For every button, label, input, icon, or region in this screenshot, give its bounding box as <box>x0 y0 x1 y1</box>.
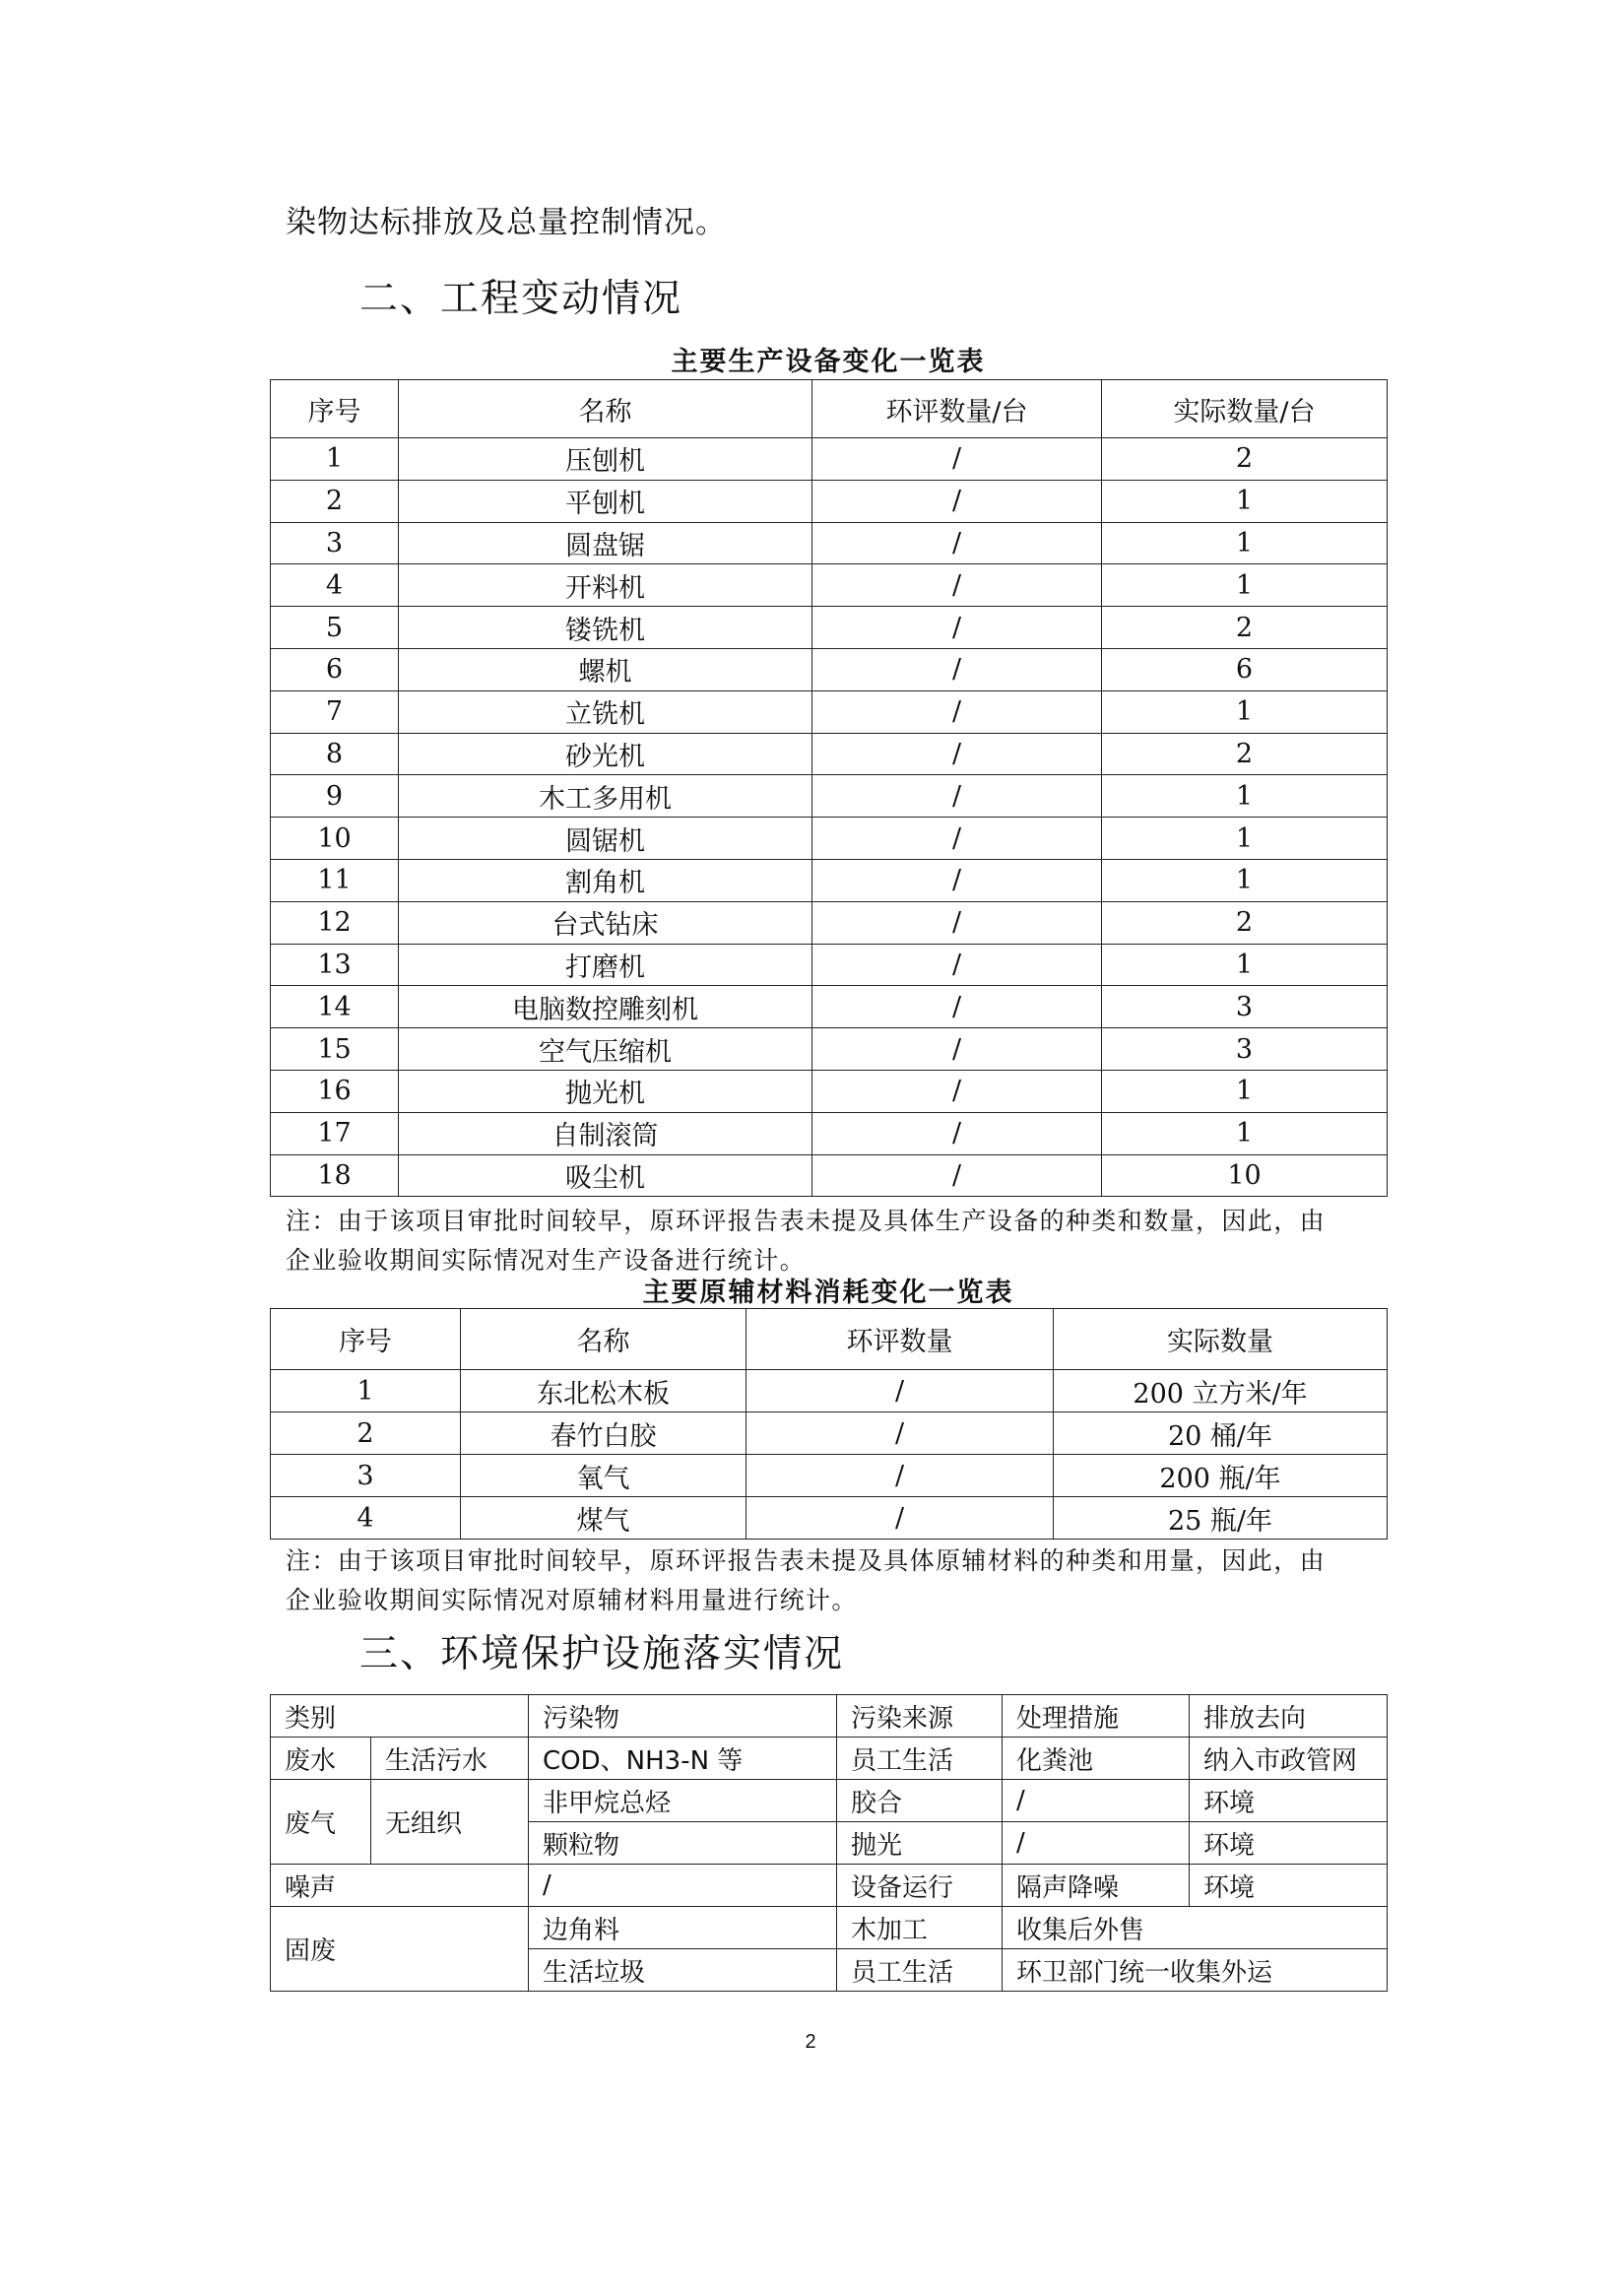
name-cell: 台式钻床 <box>399 901 812 944</box>
section-3-heading: 三、环境保护设施落实情况 <box>359 1632 845 1676</box>
actual-quantity-cell: 10 <box>1102 1154 1388 1197</box>
source-cell: 员工生活 <box>837 1949 1003 1992</box>
actual-quantity-cell: 3 <box>1102 1028 1388 1071</box>
assessed-quantity-cell: / <box>812 1154 1102 1197</box>
header-cell: 实际数量/台 <box>1102 380 1388 438</box>
table-row <box>271 1112 1388 1154</box>
pollutant-cell: 非甲烷总烃 <box>529 1780 837 1822</box>
table-header-row <box>271 380 1388 438</box>
header-cell: 污染来源 <box>837 1695 1003 1738</box>
pollutant-cell: 边角料 <box>529 1907 837 1949</box>
actual-quantity-cell: 1 <box>1102 818 1388 860</box>
assessed-quantity-cell: / <box>746 1370 1054 1412</box>
assessed-quantity-cell: / <box>812 775 1102 818</box>
table-row <box>271 480 1388 522</box>
name-cell: 打磨机 <box>399 944 812 986</box>
assessed-quantity-cell: / <box>812 480 1102 522</box>
index-cell: 1 <box>271 1370 461 1412</box>
assessed-quantity-cell: / <box>812 1070 1102 1112</box>
destination-cell: 纳入市政管网 <box>1190 1738 1388 1780</box>
name-cell: 抛光机 <box>399 1070 812 1112</box>
pollutant-cell: / <box>529 1865 837 1907</box>
table-row <box>271 1455 1388 1497</box>
header-cell: 污染物 <box>529 1695 837 1738</box>
actual-quantity-cell: 6 <box>1102 648 1388 690</box>
note-line: 注：由于该项目审批时间较早，原环评报告表未提及具体生产设备的种类和数量，因此，由 <box>286 1207 1327 1235</box>
index-cell: 12 <box>271 901 399 944</box>
actual-quantity-cell: 2 <box>1102 607 1388 649</box>
actual-quantity-cell: 2 <box>1102 438 1388 481</box>
index-cell: 4 <box>271 564 399 607</box>
header-cell: 环评数量 <box>746 1309 1054 1370</box>
header-cell: 处理措施 <box>1003 1695 1190 1738</box>
name-cell: 圆盘锯 <box>399 522 812 564</box>
section-2-heading: 二、工程变动情况 <box>359 277 683 321</box>
assessed-quantity-cell: / <box>812 1028 1102 1071</box>
actual-quantity-cell: 1 <box>1102 480 1388 522</box>
index-cell: 11 <box>271 859 399 901</box>
index-cell: 1 <box>271 438 399 481</box>
header-cell: 序号 <box>271 380 399 438</box>
actual-quantity-cell: 1 <box>1102 522 1388 564</box>
name-cell: 东北松木板 <box>461 1370 746 1412</box>
table-row <box>271 1907 1388 1949</box>
name-cell: 电脑数控雕刻机 <box>399 986 812 1028</box>
name-cell: 圆锯机 <box>399 818 812 860</box>
table-row <box>271 733 1388 775</box>
table-row <box>271 1370 1388 1412</box>
actual-quantity-cell: 200 立方米/年 <box>1054 1370 1388 1412</box>
treatment-cell: 化粪池 <box>1003 1738 1190 1780</box>
category-cell: 废水 <box>271 1738 371 1780</box>
index-cell: 2 <box>271 480 399 522</box>
name-cell: 开料机 <box>399 564 812 607</box>
actual-quantity-cell: 1 <box>1102 944 1388 986</box>
materials-table-body <box>271 1370 1388 1540</box>
actual-quantity-cell: 200 瓶/年 <box>1054 1455 1388 1497</box>
pollutant-cell: COD、NH3-N 等 <box>529 1738 837 1780</box>
name-cell: 木工多用机 <box>399 775 812 818</box>
destination-cell: 环境 <box>1190 1822 1388 1865</box>
table-row <box>271 986 1388 1028</box>
source-cell: 员工生活 <box>837 1738 1003 1780</box>
index-cell: 9 <box>271 775 399 818</box>
index-cell: 10 <box>271 818 399 860</box>
index-cell: 16 <box>271 1070 399 1112</box>
name-cell: 螺机 <box>399 648 812 690</box>
actual-quantity-cell: 2 <box>1102 733 1388 775</box>
header-cell: 环评数量/台 <box>812 380 1102 438</box>
table-header-row <box>271 1695 1388 1738</box>
assessed-quantity-cell: / <box>812 438 1102 481</box>
name-cell: 煤气 <box>461 1497 746 1540</box>
table-row <box>271 1738 1388 1780</box>
header-cell: 排放去向 <box>1190 1695 1388 1738</box>
name-cell: 镂铣机 <box>399 607 812 649</box>
index-cell: 14 <box>271 986 399 1028</box>
assessed-quantity-cell: / <box>812 818 1102 860</box>
index-cell: 6 <box>271 648 399 690</box>
actual-quantity-cell: 2 <box>1102 901 1388 944</box>
treatment-cell: / <box>1003 1780 1190 1822</box>
name-cell: 自制滚筒 <box>399 1112 812 1154</box>
header-cell: 序号 <box>271 1309 461 1370</box>
assessed-quantity-cell: / <box>812 1112 1102 1154</box>
equipment-note <box>286 1202 1369 1280</box>
treatment-cell: 隔声降噪 <box>1003 1865 1190 1907</box>
assessed-quantity-cell: / <box>812 859 1102 901</box>
index-cell: 5 <box>271 607 399 649</box>
index-cell: 2 <box>271 1412 461 1455</box>
treatment-cell: / <box>1003 1822 1190 1865</box>
table-row <box>271 564 1388 607</box>
table-row <box>271 1154 1388 1197</box>
table-row <box>271 1780 1388 1822</box>
index-cell: 8 <box>271 733 399 775</box>
actual-quantity-cell: 25 瓶/年 <box>1054 1497 1388 1540</box>
treatment-cell: 环卫部门统一收集外运 <box>1003 1949 1388 1992</box>
equipment-table-body <box>271 438 1388 1197</box>
assessed-quantity-cell: / <box>746 1455 1054 1497</box>
subcategory-cell: 无组织 <box>371 1780 529 1865</box>
assessed-quantity-cell: / <box>812 564 1102 607</box>
assessed-quantity-cell: / <box>812 690 1102 733</box>
table-row <box>271 818 1388 860</box>
pollutant-cell: 生活垃圾 <box>529 1949 837 1992</box>
table-row <box>271 438 1388 481</box>
materials-table <box>270 1308 1388 1540</box>
index-cell: 18 <box>271 1154 399 1197</box>
note-line: 注：由于该项目审批时间较早，原环评报告表未提及具体原辅材料的种类和用量，因此，由 <box>286 1546 1327 1575</box>
table-row <box>271 607 1388 649</box>
subcategory-cell: 生活污水 <box>371 1738 529 1780</box>
index-cell: 4 <box>271 1497 461 1540</box>
table-row <box>271 690 1388 733</box>
category-cell: 噪声 <box>271 1865 529 1907</box>
category-cell: 废气 <box>271 1780 371 1865</box>
index-cell: 17 <box>271 1112 399 1154</box>
index-cell: 13 <box>271 944 399 986</box>
table-row <box>271 1865 1388 1907</box>
actual-quantity-cell: 1 <box>1102 1112 1388 1154</box>
source-cell: 木加工 <box>837 1907 1003 1949</box>
assessed-quantity-cell: / <box>812 944 1102 986</box>
name-cell: 立铣机 <box>399 690 812 733</box>
note-line: 企业验收期间实际情况对原辅材料用量进行统计。 <box>286 1586 858 1614</box>
table-row <box>271 775 1388 818</box>
materials-note <box>286 1542 1369 1620</box>
materials-table-caption: 主要原辅材料消耗变化一览表 <box>642 1278 1014 1308</box>
name-cell: 平刨机 <box>399 480 812 522</box>
name-cell: 春竹白胶 <box>461 1412 746 1455</box>
actual-quantity-cell: 1 <box>1102 690 1388 733</box>
actual-quantity-cell: 20 桶/年 <box>1054 1412 1388 1455</box>
actual-quantity-cell: 1 <box>1102 564 1388 607</box>
note-line: 企业验收期间实际情况对生产设备进行统计。 <box>286 1246 807 1275</box>
assessed-quantity-cell: / <box>812 648 1102 690</box>
treatment-cell: 收集后外售 <box>1003 1907 1388 1949</box>
header-cell: 名称 <box>399 380 812 438</box>
table-row <box>271 901 1388 944</box>
index-cell: 3 <box>271 522 399 564</box>
actual-quantity-cell: 1 <box>1102 1070 1388 1112</box>
name-cell: 砂光机 <box>399 733 812 775</box>
table-header-row <box>271 1309 1388 1370</box>
table-row <box>271 1412 1388 1455</box>
actual-quantity-cell: 1 <box>1102 775 1388 818</box>
page-number: 2 <box>805 2031 816 2053</box>
name-cell: 割角机 <box>399 859 812 901</box>
category-cell: 固废 <box>271 1907 529 1992</box>
table-row <box>271 648 1388 690</box>
pollutant-cell: 颗粒物 <box>529 1822 837 1865</box>
assessed-quantity-cell: / <box>812 733 1102 775</box>
assessed-quantity-cell: / <box>746 1497 1054 1540</box>
destination-cell: 环境 <box>1190 1865 1388 1907</box>
table-row <box>271 1497 1388 1540</box>
equipment-table-caption: 主要生产设备变化一览表 <box>671 347 986 377</box>
header-cell: 实际数量 <box>1054 1309 1388 1370</box>
assessed-quantity-cell: / <box>812 522 1102 564</box>
destination-cell: 环境 <box>1190 1780 1388 1822</box>
actual-quantity-cell: 3 <box>1102 986 1388 1028</box>
index-cell: 3 <box>271 1455 461 1497</box>
index-cell: 7 <box>271 690 399 733</box>
header-cell: 名称 <box>461 1309 746 1370</box>
name-cell: 吸尘机 <box>399 1154 812 1197</box>
index-cell: 15 <box>271 1028 399 1071</box>
name-cell: 压刨机 <box>399 438 812 481</box>
source-cell: 胶合 <box>837 1780 1003 1822</box>
table-row <box>271 522 1388 564</box>
assessed-quantity-cell: / <box>812 607 1102 649</box>
assessed-quantity-cell: / <box>746 1412 1054 1455</box>
source-cell: 抛光 <box>837 1822 1003 1865</box>
environmental-measures-table <box>270 1694 1388 1992</box>
table-row <box>271 1028 1388 1071</box>
actual-quantity-cell: 1 <box>1102 859 1388 901</box>
intro-paragraph: 染物达标排放及总量控制情况。 <box>286 205 727 240</box>
name-cell: 氧气 <box>461 1455 746 1497</box>
header-cell: 类别 <box>271 1695 529 1738</box>
assessed-quantity-cell: / <box>812 986 1102 1028</box>
assessed-quantity-cell: / <box>812 901 1102 944</box>
table-row <box>271 1070 1388 1112</box>
table-row <box>271 944 1388 986</box>
equipment-table <box>270 379 1388 1197</box>
source-cell: 设备运行 <box>837 1865 1003 1907</box>
name-cell: 空气压缩机 <box>399 1028 812 1071</box>
table-row <box>271 859 1388 901</box>
